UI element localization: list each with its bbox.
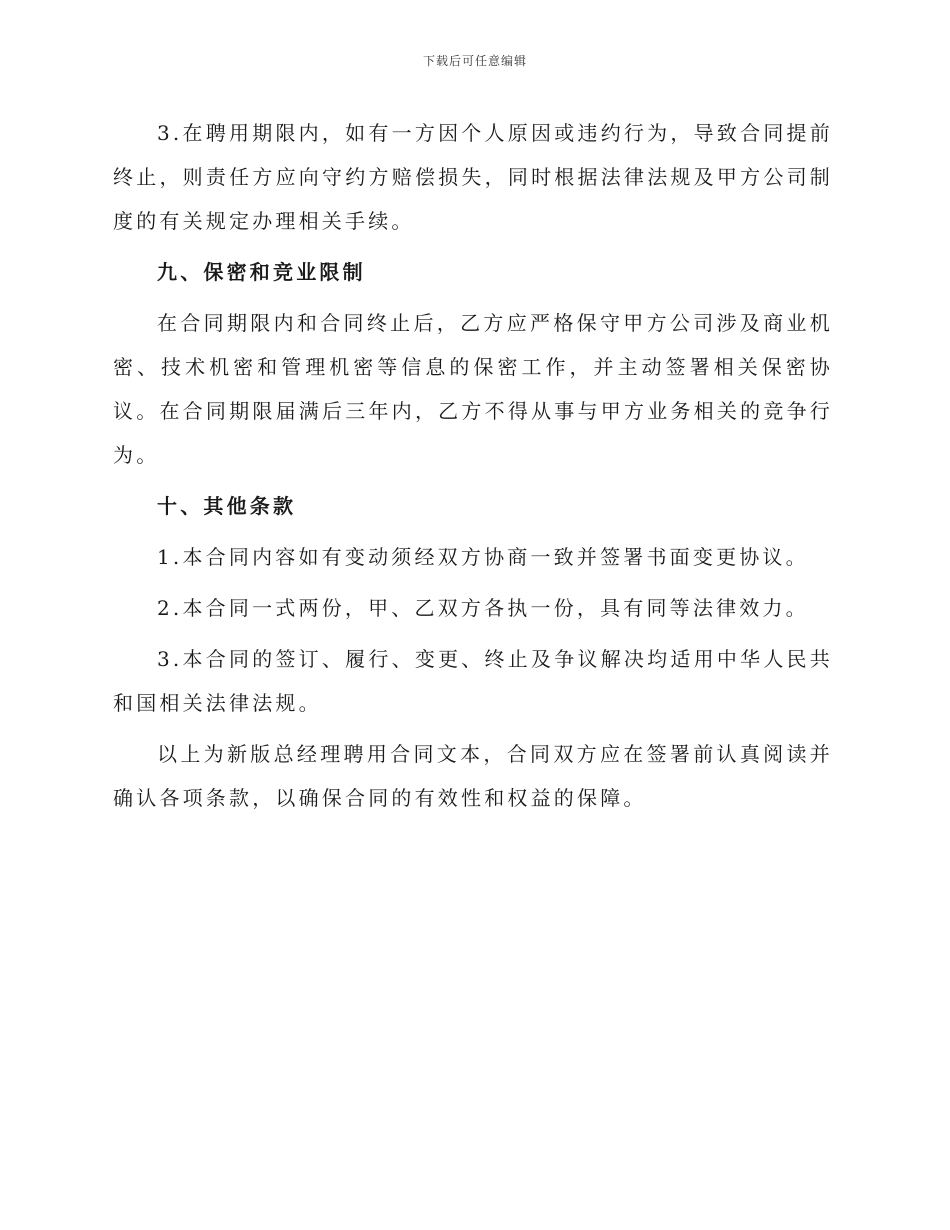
header-note: 下载后可任意编辑 — [422, 54, 527, 68]
clause-10-3-paragraph: 3.本合同的签订、履行、变更、终止及争议解决均适用中华人民共和国相关法律法规。 — [113, 647, 833, 715]
section-10-heading: 十、其他条款 — [157, 494, 297, 518]
clause-10-1-paragraph: 1.本合同内容如有变动须经双方协商一致并签署书面变更协议。 — [157, 545, 809, 569]
clause-8-3-paragraph: 3.在聘用期限内，如有一方因个人原因或违约行为，导致合同提前终止，则责任方应向守约方赔偿损失，同时根据法律法规及甲方公司制度的有关规定办理相关手续。 — [113, 121, 833, 233]
clause-10-2-paragraph: 2.本合同一式两份，甲、乙双方各执一份，具有同等法律效力。 — [157, 596, 809, 620]
document-body — [113, 111, 833, 827]
confidentiality-paragraph: 在合同期限内和合同终止后，乙方应严格保守甲方公司涉及商业机密、技术机密和管理机密等信息的保密工作，并主动签署相关保密协议。在合同期限届满后三年内，乙方不得从事与甲方业务相关的竞争行为。 — [113, 311, 833, 467]
closing-paragraph: 以上为新版总经理聘用合同文本，合同双方应在签署前认真阅读并确认各项条款，以确保合同的有效性和权益的保障。 — [113, 742, 833, 810]
section-9-heading: 九、保密和竞业限制 — [157, 260, 366, 284]
